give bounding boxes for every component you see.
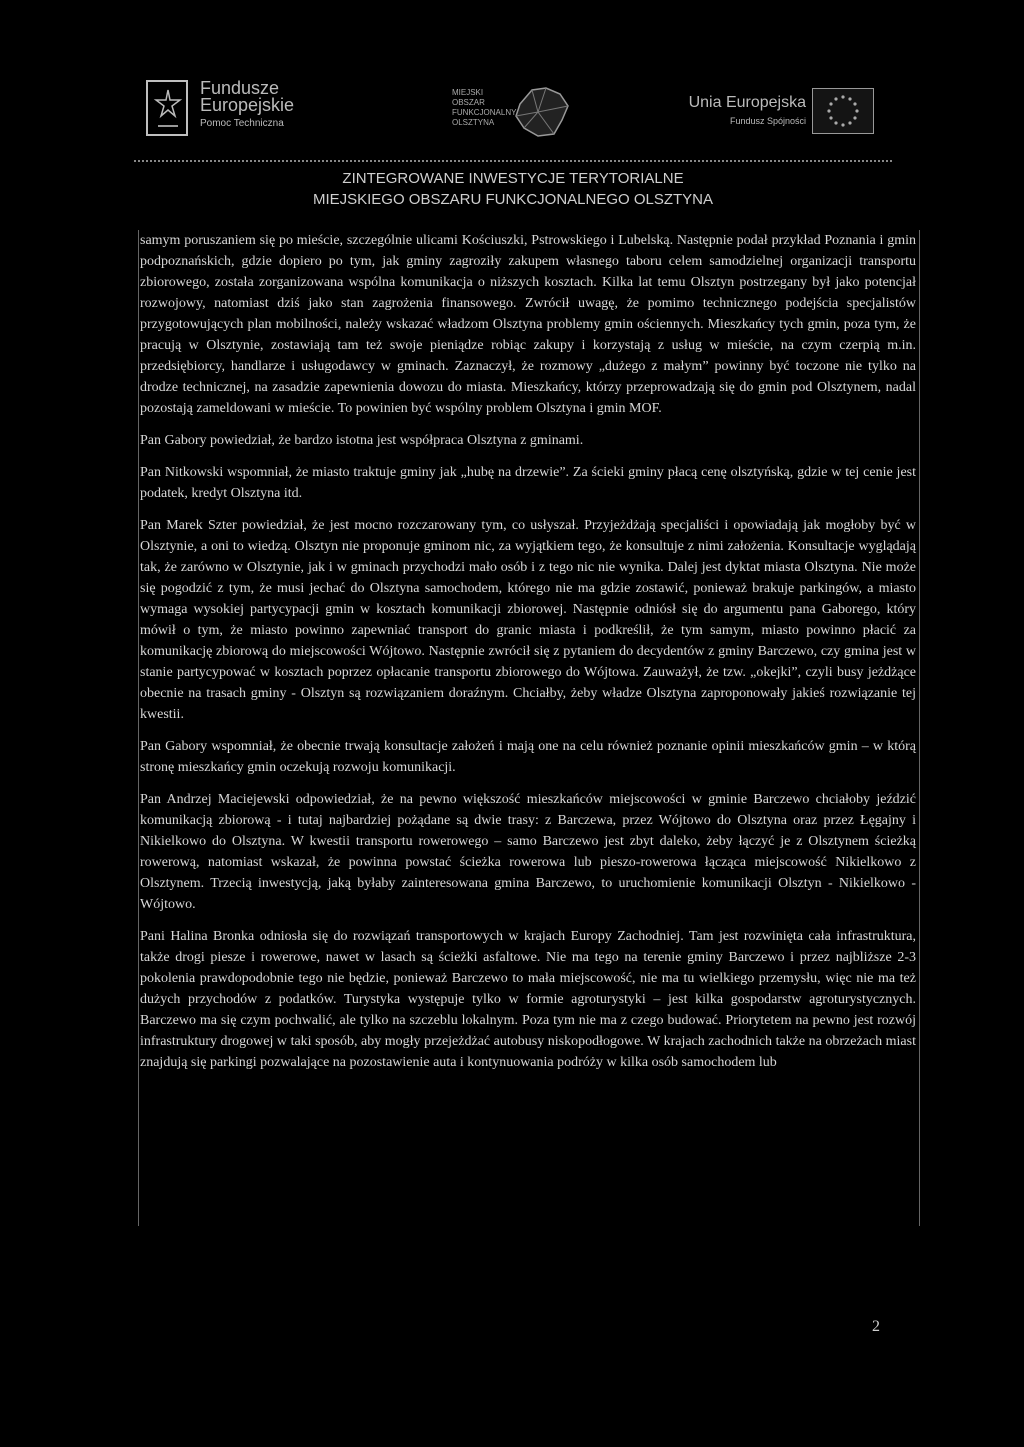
fe-flag-icon xyxy=(146,80,188,136)
fe-line2: Europejskie xyxy=(200,95,295,115)
paragraph: samym poruszaniem się po mieście, szczególnie ulicami Kościuszki, Pstrowskiego i Lubelską. Następnie podał przykład Poznania i gmin podpoznańskich, gdzie dopiero po tym, jak gminy zagroziły zakupem własnego taboru celem samodzielnej organizacji transportu zbiorowego, została zorganizowana wspólna komunikacja o niższych kosztach. Kilka lat temu Olsztyn postrzegany był jako potencjał rozwojowy, natomiast dziś jako stan zagrożenia finansowego. Zwrócił uwagę, że pomimo technicznego podejścia specjalistów przygotowujących plan mobilności, należy wskazać władzom Olsztyna problemy gmin ościennych. Mieszkańcy tych gmin, poza tym, że pracują w Olsztynie, zostawiają tam też swoje pieniądze robiąc zakupy i korzystają z usług w mieście, na czym czerpią m.in. przedsiębiorcy, handlarze i usługodawcy w gminach. Zaznaczył, że rozmowy „dużego z małym” powinny być toczone nie tylko na drodze technicznej, na zasadzie zapewnienia dowozu do miasta. Mieszkańcy, którzy przeprowadzają się do gmin pod Olsztynem, nadal pozostają zameldowani w mieście. To powinien być wspólny problem Olsztyna i gmin MOF. xyxy=(140,233,916,416)
page-number: 2 xyxy=(872,1318,880,1335)
text-frame-right xyxy=(919,230,920,1226)
paragraph: Pan Gabory powiedział, że bardzo istotna jest współpraca Olsztyna z gminami. xyxy=(140,433,584,448)
unia-europejska-logo xyxy=(680,88,880,143)
mof-line: OLSZTYNA xyxy=(452,118,495,127)
paragraph: Pan Nitkowski wspomniał, że miasto traktuje gminy jak „hubę na drzewie”. Za ścieki gminy płacą cenę olsztyńską, gdzie w tej cenie jest podatek, kredyt Olsztyna itd. xyxy=(140,465,916,501)
paragraph: Pan Gabory wspomniał, że obecnie trwają konsultacje założeń i mają one na celu również poznanie opinii mieszkańców gmin – w którą stronę mieszkańcy gmin oczekują rozwoju komunikacji. xyxy=(140,739,916,775)
ue-line2: Fundusz Spójności xyxy=(729,116,806,126)
eu-flag-icon xyxy=(812,88,874,134)
ue-line1: Unia Europejska xyxy=(688,94,806,111)
mof-line: MIEJSKI xyxy=(452,88,484,97)
mof-map-icon xyxy=(510,84,572,140)
fundusze-europejskie-logo xyxy=(146,80,306,140)
page-header xyxy=(0,0,1024,160)
mof-line: OBSZAR xyxy=(452,98,485,107)
document-title xyxy=(134,168,892,210)
mof-olsztyna-logo xyxy=(452,88,582,138)
mof-line: FUNKCJONALNY xyxy=(452,108,517,117)
paragraph: Pan Andrzej Maciejewski odpowiedział, że na pewno większość mieszkańców miejscowości w gminie Barczewo chciałoby jeździć komunikacją zbiorową - i tutaj najbardziej pożądane są dwie trasy: z Barczewa, przez Wójtowo do Olsztyna oraz przez Łęgajny i Nikielkowo do Olsztyna. W kwestii transportu rowerowego – samo Barczewo jest zbyt daleko, żeby łączyć je z Olsztynem ścieżką rowerową, natomiast wskazał, że powinna powstać ścieżka rowerowa lub pieszo-rowerowa łącząca miejscowość Nikielkowo z Olsztynem. Trzecią inwestycją, jaką byłaby zainteresowana gmina Barczewo, to uruchomienie komunikacji Olsztyn - Nikielkowo - Wójtowo. xyxy=(140,792,916,912)
fe-line1: Fundusze xyxy=(200,78,280,98)
title-line2: MIEJSKIEGO OBSZARU FUNKCJONALNEGO OLSZTYNA xyxy=(312,191,714,208)
text-frame-left xyxy=(138,230,139,1226)
document-body xyxy=(140,230,916,1084)
header-divider xyxy=(134,160,892,162)
paragraph: Pan Marek Szter powiedział, że jest mocno rozczarowany tym, co usłyszał. Przyjeżdżają specjaliści i opowiadają jak mogłoby być w Olsztynie, a oni to wiedzą. Olsztyn nie proponuje gminom nic, za wyjątkiem tego, że konsultuje z nimi założenia. Konsultacje wyglądają tak, że zarówno w Olsztynie, jak i w gminach przychodzi mało osób i z tego nic nie wynika. Dalej jest dyktat miasta Olsztyna. Nie może się pogodzić z tym, że musi jechać do Olsztyna samochodem, którego nie ma gdzie zostawić, ponieważ brakuje parkingów, a miasto wymaga wysokiej partycypacji gmin w kosztach komunikacji zbiorowej. Następnie odniósł się do argumentu pana Gaborego, który mówił o tym, że miasto powinno zapewniać transport do granic miasta i podkreślił, że tym samym, miasto powinno płacić za komunikację zbiorową do miejscowości Wójtowo. Następnie zwrócił się z pytaniem do decydentów z gminy Barczewo, czy gmina jest w stanie partycypować w kosztach poprzez opłacanie transportu zbiorowego do Wójtowa. Zauważył, że tzw. „okejki”, czyli busy jeżdżące obecnie na trasach gminy - Olsztyn są rozwiązaniem doraźnym. Chciałby, żeby władze Olsztyna zaproponowały jakieś rozwiązanie tej kwestii. xyxy=(140,518,916,722)
title-line1: ZINTEGROWANE INWESTYCJE TERYTORIALNE xyxy=(342,170,684,187)
fe-line3: Pomoc Techniczna xyxy=(200,118,284,129)
paragraph: Pani Halina Bronka odniosła się do rozwiązań transportowych w krajach Europy Zachodniej. Tam jest rozwinięta cała infrastruktura, także drogi piesze i rowerowe, nawet w lasach są ścieżki asfaltowe. Nie ma tego na terenie gminy Barczewo i przez najbliższe 2-3 pokolenia prawdopodobnie tego nie będzie, ponieważ Barczewo to mała miejscowość, nie ma tu wielkiego przemysłu, więc nie ma też dużych przychodów z podatków. Turystyka występuje tylko w formie agroturystyki – jest kilka gospodarstw agroturystycznych. Barczewo ma się czym pochwalić, ale tylko na szczeblu lokalnym. Poza tym nie ma z czego budować. Priorytetem na pewno jest rozwój infrastruktury drogowej w taki sposób, aby mogły przejeżdżać autobusy niskopodłogowe. W krajach zachodnich także na obrzeżach miast znajdują się parkingi pozwalające na pozostawienie auta i kontynuowania podróży w kilka osób samochodem lub xyxy=(140,929,916,1070)
